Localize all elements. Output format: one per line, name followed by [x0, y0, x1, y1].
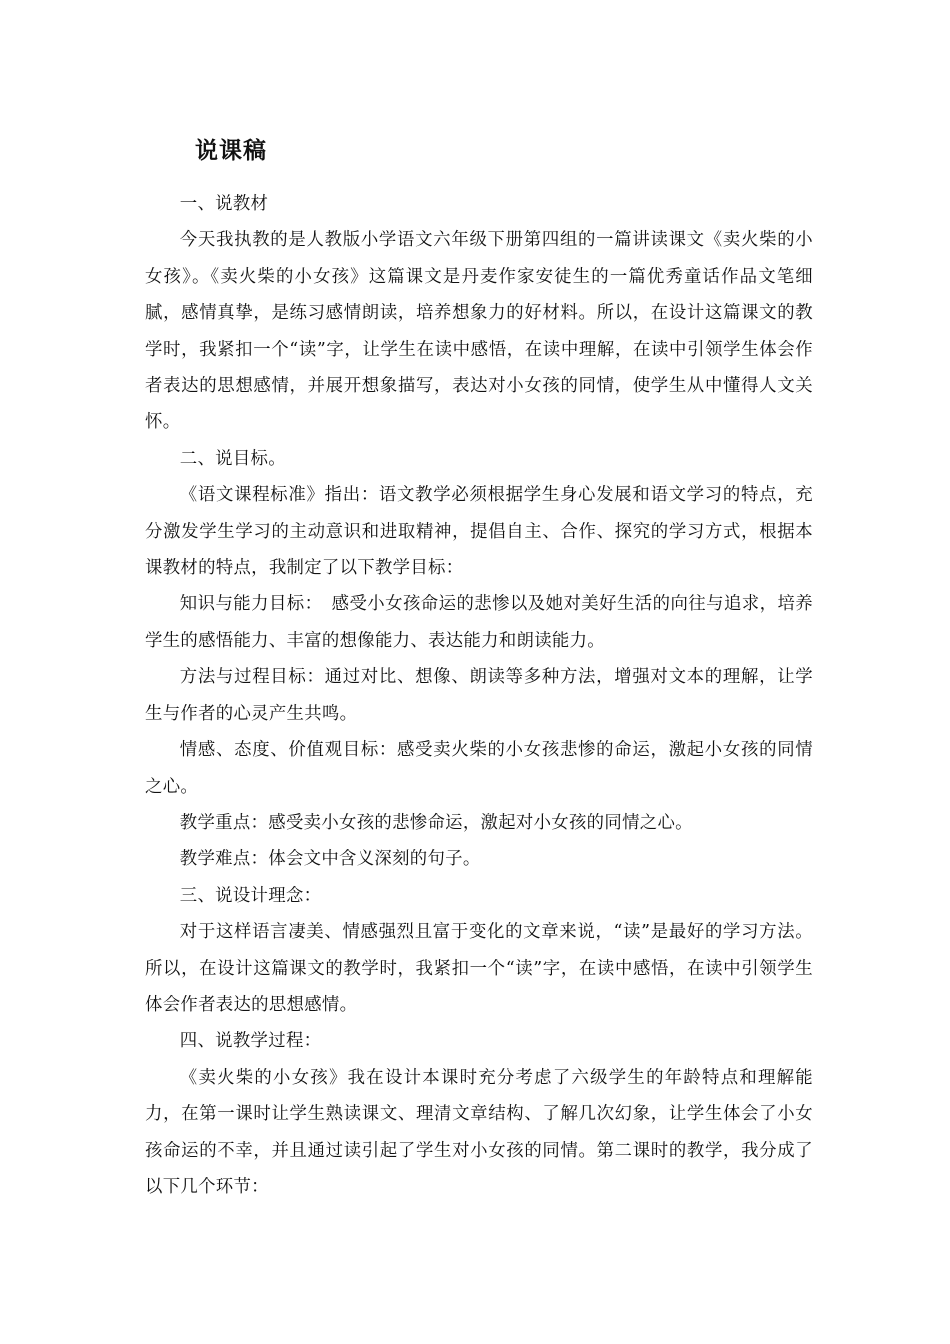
paragraph-design-concept: 对于这样语言凄美、情感强烈且富于变化的文章来说，“读”是最好的学习方法。所以，在设计这篇课文的教学时，我紧扣一个“读”字，在读中感悟，在读中引领学生体会作者表达的思想感情。: [145, 922, 813, 1015]
paragraph-teaching-process: 《卖火柴的小女孩》我在设计本课时充分考虑了六级学生的年龄特点和理解能力，在第一课时让学生熟读课文、理清文章结构、了解几次幻象，让学生体会了小女孩命运的不幸，并且通过读引起了学生对小女孩的同情。第二课时的教学，我分成了以下几个环节：: [145, 1067, 813, 1197]
paragraph-knowledge-goal: 知识与能力目标： 感受小女孩命运的悲惨以及她对美好生活的向往与追求，培养学生的感悟能力、丰富的想像能力、表达能力和朗读能力。: [145, 594, 813, 651]
page-title: 说课稿: [195, 137, 267, 164]
heading-teaching-material: 一、说教材: [179, 194, 269, 214]
paragraph-emotion-goal: 情感、态度、价值观目标：感受卖火柴的小女孩悲惨的命运，激起小女孩的同情之心。: [145, 740, 813, 797]
paragraph-curriculum-standard: 《语文课程标准》指出：语文教学必须根据学生身心发展和语文学习的特点，充分激发学生学习的主动意识和进取精神，提倡自主、合作、探究的学习方式，根据本课教材的特点，我制定了以下教学目标：: [145, 485, 813, 579]
paragraph-material-intro: 今天我执教的是人教版小学语文六年级下册第四组的一篇讲读课文《卖火柴的小女孩》。《卖火柴的小女孩》这篇课文是丹麦作家安徒生的一篇优秀童话作品文笔细腻，感情真挚，是练习感情朗读，培养想象力的好材料。所以，在设计这篇课文的教学时，我紧扣一个“读”字，让学生在读中感悟，在读中理解，在读中引领学生体会作者表达的思想感情，并展开想象描写，表达对小女孩的同情，使学生从中懂得人文关怀。: [145, 230, 813, 433]
paragraph-key-point: 教学重点：感受卖小女孩的悲惨命运，激起对小女孩的同情之心。: [179, 812, 693, 833]
document-page: [145, 128, 813, 1205]
paragraph-difficult-point: 教学难点：体会文中含义深刻的句子。: [179, 849, 481, 870]
heading-goals: 二、说目标。: [179, 448, 286, 469]
heading-teaching-process: 四、说教学过程：: [179, 1031, 322, 1052]
heading-design-concept: 三、说设计理念：: [179, 885, 322, 906]
paragraph-method-goal: 方法与过程目标：通过对比、想像、朗读等多种方法，增强对文本的理解，让学生与作者的心灵产生共鸣。: [145, 667, 813, 724]
